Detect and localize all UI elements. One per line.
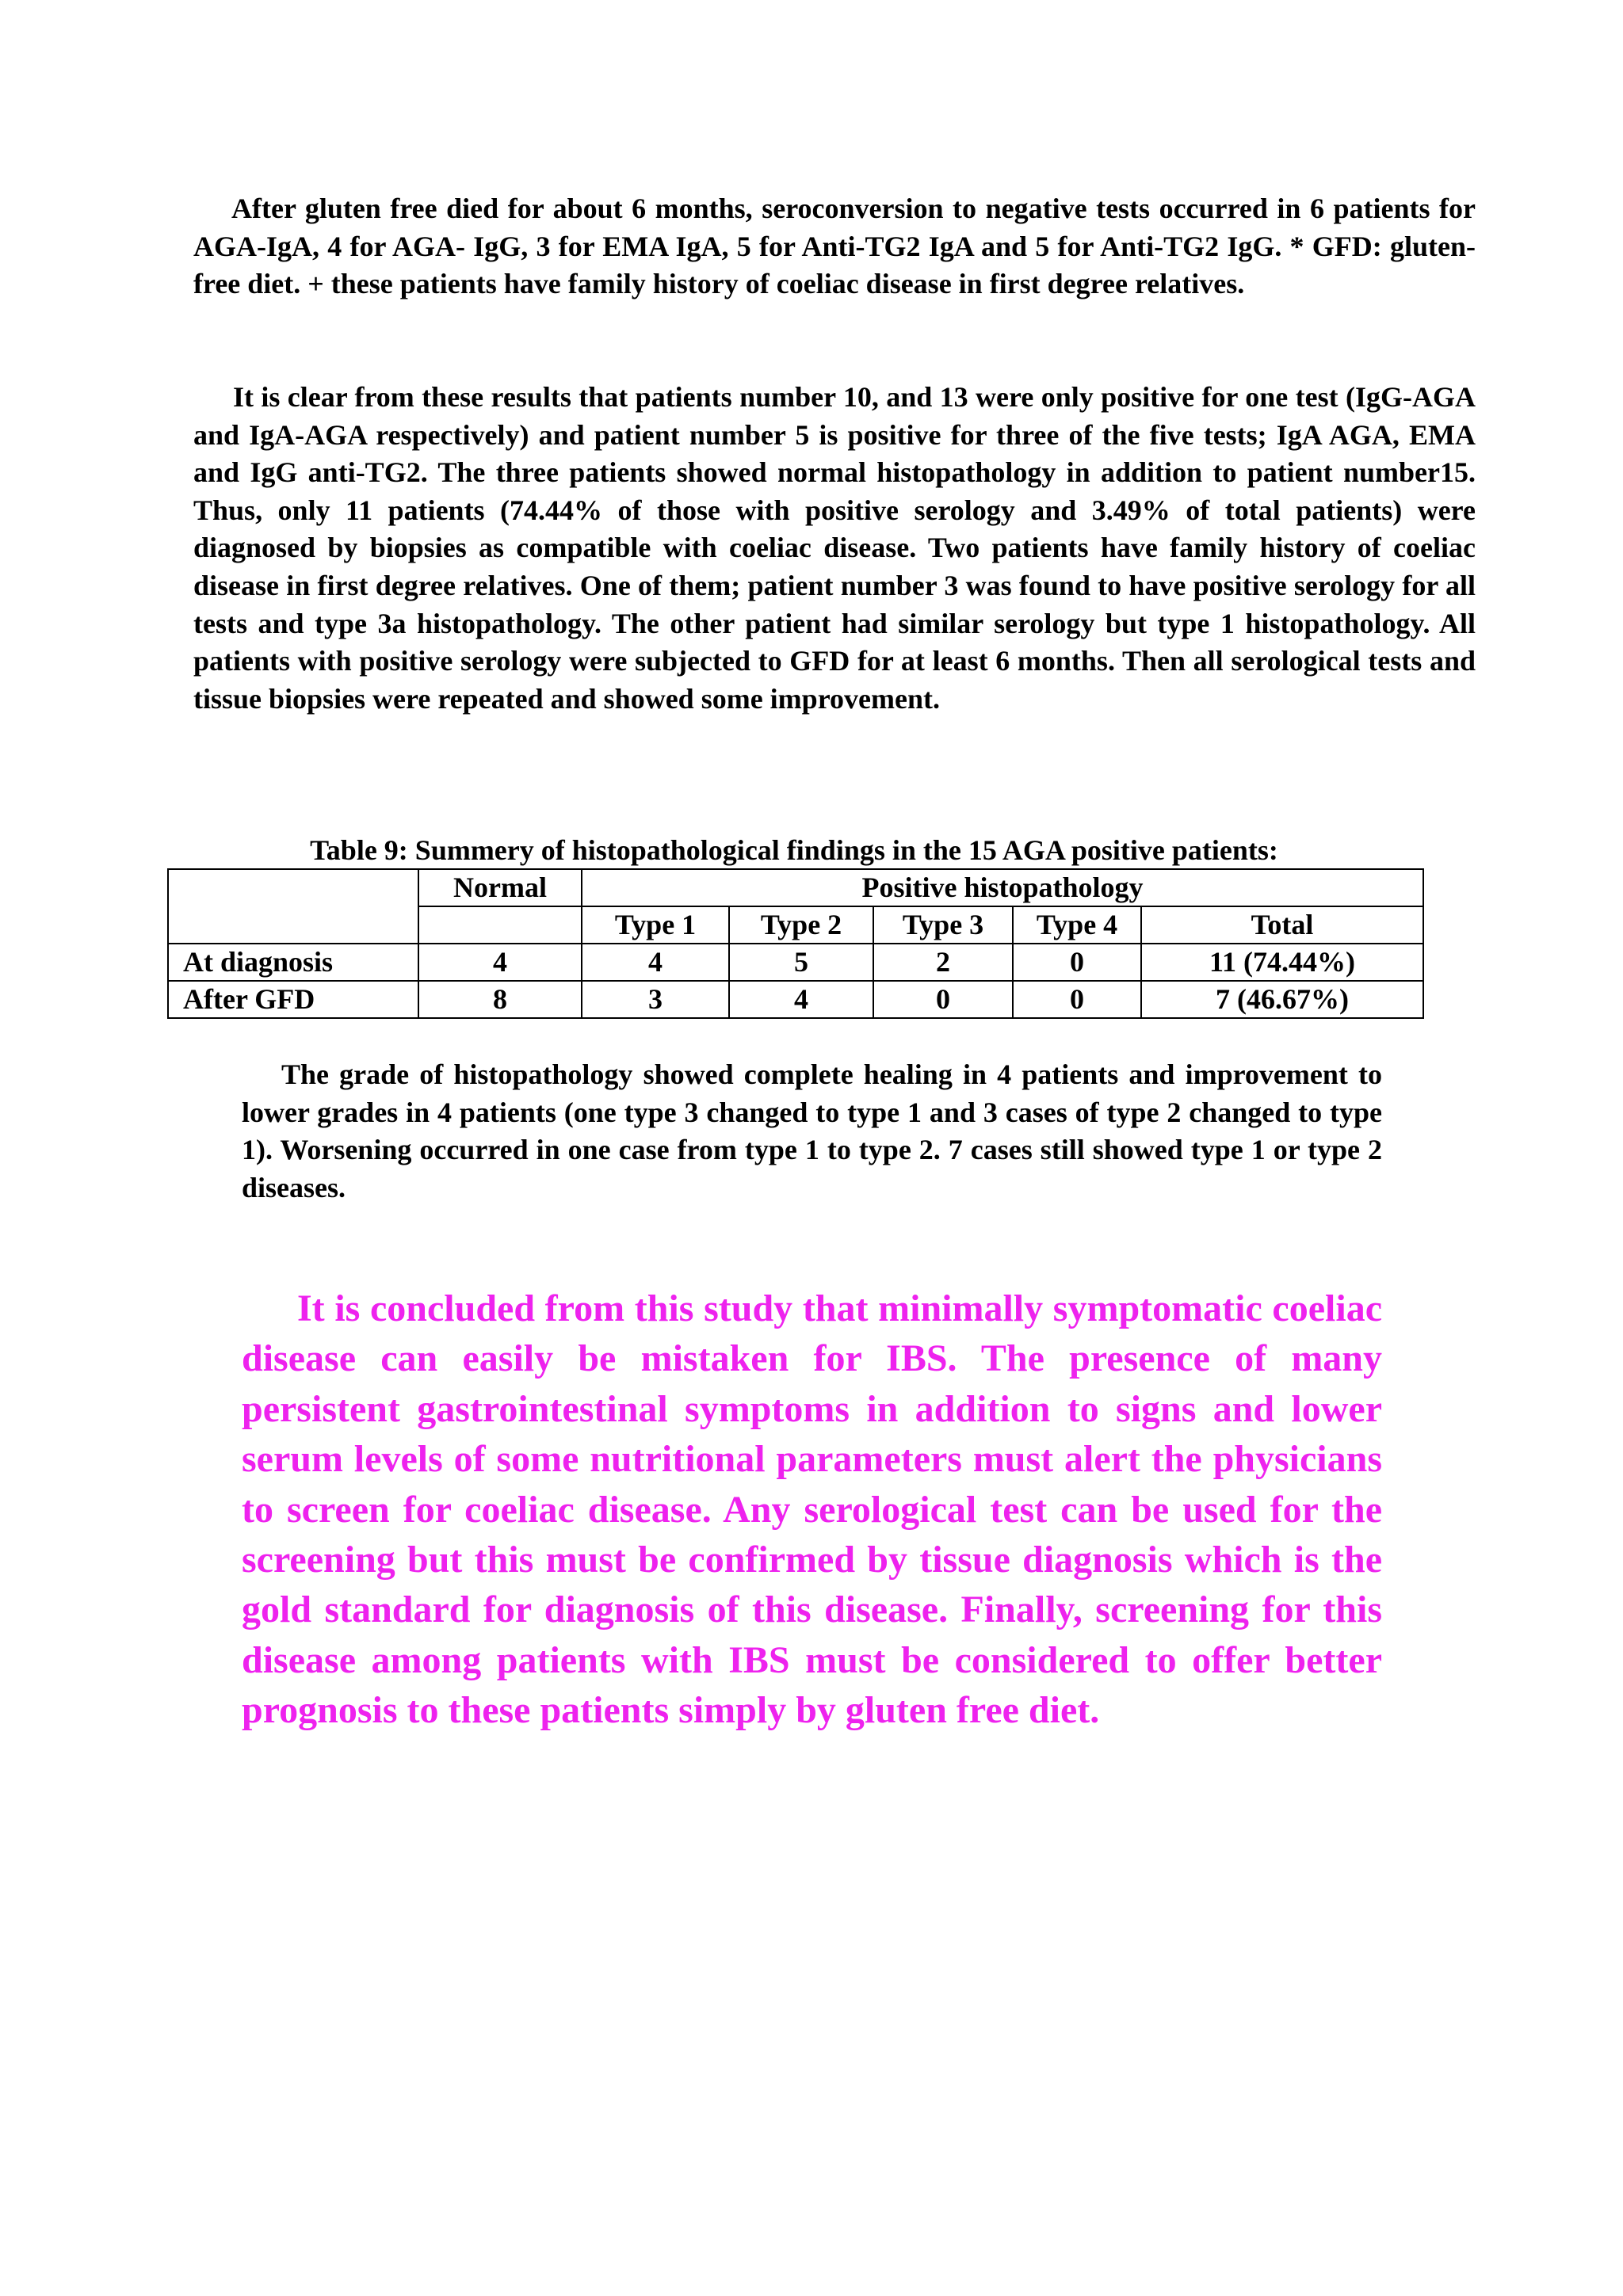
conclusion-paragraph: It is concluded from this study that minimally symptomatic coeliac disease can easily be mistaken for IBS. The presence of many persistent gastrointestinal symptoms in addition to signs and lower serum levels of some nutritional parameters must alert the physicians to screen for coeliac disease. Any serological test can be used for the screening but this must be confirmed by tissue diagnosis which is the gold standard for diagnosis of this disease. Finally, screening for this disease among patients with IBS must be considered to offer better prognosis to these patients simply by gluten free diet. [242,1287,1382,1732]
header-positive-histopathology: Positive histopathology [582,869,1423,906]
subheader-empty-cell [418,906,582,944]
paragraph-seroconversion: After gluten free died for about 6 months, seroconversion to negative tests occurred in 6 patients for AGA-IgA, 4 for AGA- IgG, 3 for EMA IgA, 5 for Anti-TG2 IgA and 5 for Anti-TG2 IgG. * GFD: gluten-free diet. + these patients have family history of coeliac disease in first degree relatives. [193,193,1476,300]
cell-type1: 3 [582,981,729,1018]
table-caption: Table 9: Summery of histopathological findings in the 15 AGA positive patients: [310,834,1278,866]
cell-normal: 4 [418,944,582,981]
histopathology-table [167,868,1424,1019]
cell-type2: 4 [729,981,873,1018]
paragraph-results: It is clear from these results that patients number 10, and 13 were only positive for one test (IgG-AGA and IgA-AGA respectively) and patient number 5 is positive for three of the five tests; IgA AGA, EMA and IgG anti-TG2. The three patients showed normal histopathology in addition to patient number15. Thus, only 11 patients (74.44% of those with positive serology and 3.49% of total patients) were diagnosed by biopsies as compatible with coeliac disease. Two patients have family history of coeliac disease in first degree relatives. One of them; patient number 3 was found to have positive serology for all tests and type 3a histopathology. The other patient had similar serology but type 1 histopathology. All patients with positive serology were subjected to GFD for at least 6 months. Then all serological tests and tissue biopsies were repeated and showed some improvement. [193,381,1476,715]
header-empty-cell [168,869,418,944]
paragraph-grade-healing: The grade of histopathology showed complete healing in 4 patients and improvement to lower grades in 4 patients (one type 3 changed to type 1 and 3 cases of type 2 changed to type 1). Worsening occurred in one case from type 1 to type 2. 7 cases still showed type 1 or type 2 diseases. [242,1058,1382,1203]
subheader-type4: Type 4 [1013,906,1141,944]
subheader-type3: Type 3 [873,906,1013,944]
table-row [168,981,1423,1018]
cell-type4: 0 [1013,981,1141,1018]
table-row [168,944,1423,981]
table-header-row [168,869,1423,906]
cell-normal: 8 [418,981,582,1018]
cell-total: 7 (46.67%) [1141,981,1423,1018]
cell-type4: 0 [1013,944,1141,981]
subheader-type2: Type 2 [729,906,873,944]
subheader-type1: Type 1 [582,906,729,944]
row-label: At diagnosis [168,944,418,981]
subheader-total: Total [1141,906,1423,944]
row-label: After GFD [168,981,418,1018]
cell-total: 11 (74.44%) [1141,944,1423,981]
header-normal: Normal [418,869,582,906]
cell-type3: 0 [873,981,1013,1018]
cell-type3: 2 [873,944,1013,981]
cell-type2: 5 [729,944,873,981]
cell-type1: 4 [582,944,729,981]
